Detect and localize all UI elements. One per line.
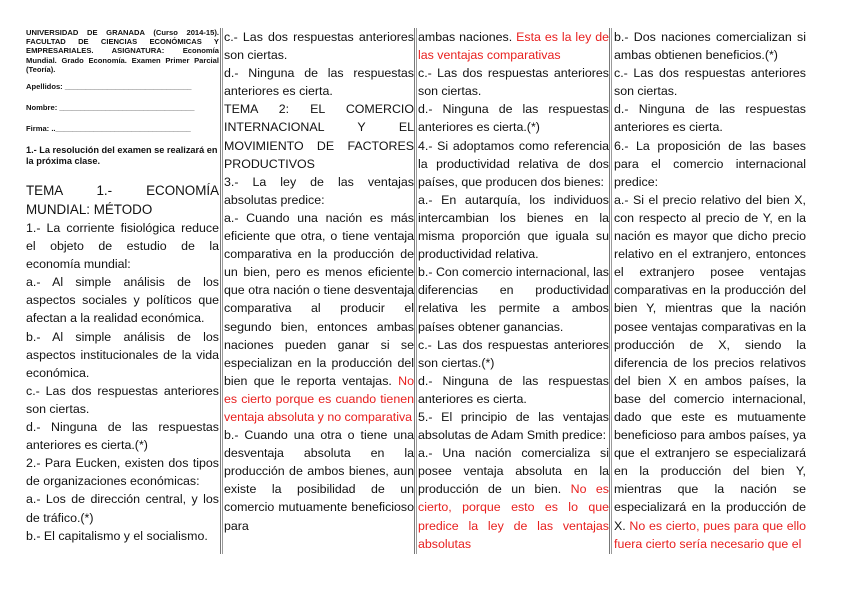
question-paragraph bbox=[418, 444, 609, 553]
question-paragraph bbox=[224, 209, 414, 426]
question-text: a.- Una nación comercializa si posee ventaja absoluta en la producción de un bien. bbox=[418, 446, 609, 497]
question-paragraph bbox=[614, 28, 806, 64]
question-paragraph bbox=[224, 426, 414, 535]
question-paragraph bbox=[26, 454, 219, 490]
question-text: a.- En autarquía, los individuos intercambian los bienes en la misma proporción que iguala su productividad relativa. bbox=[418, 192, 609, 262]
question-text: a.- Los de dirección central, y los de tráfico.(*) bbox=[26, 492, 219, 525]
answer-correction: No es cierto porque es cuando tienen ventaja absoluta y no comparativa bbox=[224, 373, 414, 424]
answer-correction: No es cierto, porque esto es lo que predice la ley de las ventajas absolutas bbox=[418, 482, 609, 551]
section-heading: TEMA 1.- ECONOMÍA MUNDIAL: MÉTODO bbox=[26, 183, 219, 218]
question-text: 5.- El principio de las ventajas absolutas de Adam Smith predice: bbox=[418, 409, 609, 443]
question-paragraph bbox=[418, 408, 609, 444]
question-text: d.- Ninguna de las respuestas anteriores es cierta. bbox=[614, 102, 806, 135]
question-paragraph bbox=[26, 273, 219, 327]
question-text: a.- Cuando una nación es más eficiente que otra, o tiene ventaja comparativa en la producción de un bien, pero es menos eficiente que otra nación o tiene desventaja comparativa al producir el segundo bien, entonces ambas naciones pueden ganar si se especializan en la producción del bien que le reporta ventajas. bbox=[224, 210, 414, 388]
question-text: TEMA 2: EL COMERCIO INTERNACIONAL Y EL MOVIMIENTO DE FACTORES PRODUCTIVOS bbox=[224, 102, 414, 171]
question-text: ambas naciones. bbox=[418, 30, 517, 44]
column-divider bbox=[414, 28, 417, 554]
question-paragraph bbox=[418, 336, 609, 372]
question-paragraph bbox=[614, 64, 806, 100]
signature-field: Firma: ..________________________________ bbox=[26, 124, 191, 134]
question-text: 1.- La corriente fisiológica reduce el objeto de estudio de la economía mundial: bbox=[26, 221, 219, 272]
question-text: d.- Ninguna de las respuestas anteriores es cierta. bbox=[418, 373, 609, 406]
name-field: Nombre: ________________________________ bbox=[26, 103, 195, 113]
column-3 bbox=[418, 28, 609, 554]
question-paragraph bbox=[224, 28, 414, 64]
question-paragraph bbox=[418, 137, 609, 191]
column-divider bbox=[609, 28, 612, 554]
question-paragraph bbox=[26, 328, 219, 382]
question-paragraph bbox=[614, 137, 806, 191]
question-paragraph bbox=[26, 418, 219, 454]
answer-correction: Esta es la ley de las ventajas comparativas bbox=[418, 30, 609, 63]
question-text: b.- Cuando una otra o tiene una desventaja absoluta en la producción de ambos bienes, aun existe la posibilidad de un comercio mutuamente beneficioso para bbox=[224, 428, 414, 533]
question-text: 4.- Si adoptamos como referencia la productividad relativa de dos países, que producen dos bienes: bbox=[418, 138, 609, 189]
question-paragraph bbox=[614, 100, 806, 136]
question-text: b.- El capitalismo y el socialismo. bbox=[26, 528, 208, 543]
answer-correction: No es cierto, pues para que ello fuera cierto sería necesario que el bbox=[614, 518, 806, 551]
surname-field: Apellidos: ______________________________ bbox=[26, 82, 192, 92]
column-4 bbox=[614, 28, 806, 554]
question-text: b.- Al simple análisis de los aspectos institucionales de la vida económica. bbox=[26, 329, 219, 380]
question-text: 3.- La ley de las ventajas absolutas predice: bbox=[224, 174, 414, 207]
question-paragraph bbox=[224, 173, 414, 209]
question-paragraph bbox=[26, 219, 219, 273]
question-text: c.- Las dos respuestas anteriores son ciertas.(*) bbox=[418, 337, 609, 370]
question-text: a.- Al simple análisis de los aspectos sociales y políticos que afectan a la realidad económica. bbox=[26, 275, 219, 326]
question-text: d.- Ninguna de las respuestas anteriores es cierta. bbox=[224, 66, 414, 99]
question-paragraph bbox=[418, 28, 609, 64]
question-text: d.- Ninguna de las respuestas anteriores es cierta.(*) bbox=[26, 420, 219, 453]
question-paragraph bbox=[224, 64, 414, 100]
question-text: b.- Con comercio internacional, las diferencias en productividad relativa les permite a ambos países obtener ganancias. bbox=[418, 265, 609, 334]
exam-header: UNIVERSIDAD DE GRANADA (Curso 2014-15). FACULTAD DE CIENCIAS ECONÓMICAS Y EMPRESARIALES. ASIGNATURA: Economía Mundial. Grado Economía. Examen Primer Parcial (Teoría). bbox=[26, 28, 219, 74]
question-text: c.- Las dos respuestas anteriores son ciertas. bbox=[614, 66, 806, 99]
question-paragraph bbox=[26, 382, 219, 418]
question-text: c.- Las dos respuestas anteriores son ciertas. bbox=[224, 30, 414, 63]
column-1 bbox=[26, 28, 219, 554]
column-divider bbox=[220, 28, 223, 554]
question-text: a.- Si el precio relativo del bien X, con respecto al precio de Y, en la nación es mayor que dicho precio relativo en el extranjero, entonces el extranjero posee ventajas comparativas en la producción del bien Y, mientras que la nación posee ventajas comparativas en la producción de X, siendo la diferencia de los precios relativos del bien X en ambos países, la base del comercio internacional, dado que este es mutuamente beneficioso para ambos países, ya que el extranjero se especializará en la producción del bien Y, mientras que la nación se especializará en la producción de X. bbox=[614, 192, 806, 533]
question-paragraph bbox=[224, 100, 414, 172]
question-paragraph bbox=[26, 527, 219, 545]
exam-note: 1.- La resolución del examen se realizará en la próxima clase. bbox=[26, 145, 218, 167]
question-paragraph bbox=[418, 64, 609, 100]
column-2 bbox=[224, 28, 414, 554]
question-paragraph bbox=[614, 191, 806, 553]
question-text: c.- Las dos respuestas anteriores son ciertas. bbox=[26, 383, 219, 416]
question-text: c.- Las dos respuestas anteriores son ciertas. bbox=[418, 66, 609, 99]
question-paragraph bbox=[418, 100, 609, 136]
question-text: d.- Ninguna de las respuestas anteriores es cierta.(*) bbox=[418, 102, 609, 135]
question-paragraph bbox=[26, 490, 219, 526]
question-paragraph bbox=[418, 191, 609, 263]
question-text: b.- Dos naciones comercializan si ambas obtienen beneficios.(*) bbox=[614, 30, 806, 63]
question-text: 2.- Para Eucken, existen dos tipos de organizaciones económicas: bbox=[26, 456, 219, 489]
question-paragraph bbox=[418, 263, 609, 335]
question-text: 6.- La proposición de las bases para el comercio internacional predice: bbox=[614, 138, 806, 189]
question-paragraph bbox=[418, 372, 609, 408]
